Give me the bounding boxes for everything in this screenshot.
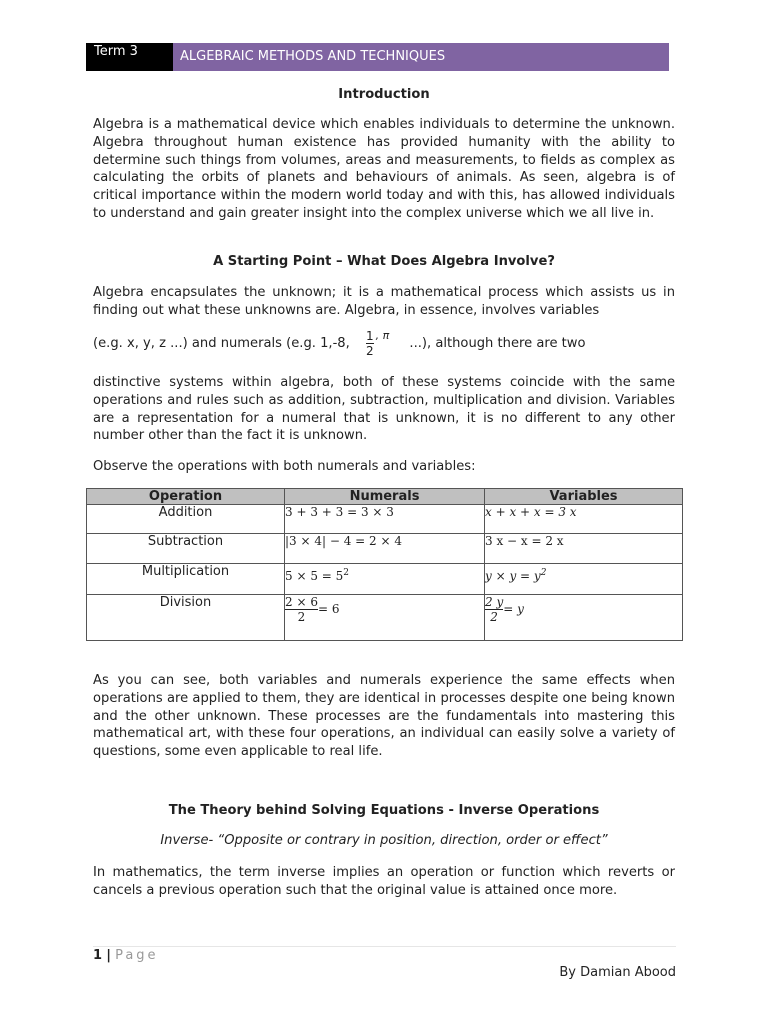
- variable-subtraction: 3 x − x = 2 x: [485, 534, 683, 564]
- footer-divider: [93, 946, 676, 947]
- section-heading-starting-point: A Starting Point – What Does Algebra Involve?: [213, 254, 555, 269]
- table-header-row: [87, 489, 683, 505]
- numeral-division: $\frac{2 \times 6}{2}$ = 6: [285, 595, 485, 641]
- numerals-example-line: [93, 327, 675, 358]
- numerals-example-end: ...), although there are two: [409, 336, 586, 351]
- numerals-example-start: (e.g. x, y, z ...) and numerals (e.g. 1,-8,: [93, 336, 350, 351]
- inverse-paragraph: In mathematics, the term inverse implies an operation or function which reverts or cancels a previous operation such that the original value is attained once more.: [93, 865, 675, 898]
- variable-division: $\frac{2 y}{2}$ = y: [485, 595, 683, 641]
- author-credit: By Damian Abood: [559, 965, 676, 980]
- header-operation: Operation: [87, 489, 285, 505]
- table-row: [87, 534, 683, 564]
- header-numerals: Numerals: [285, 489, 485, 505]
- variable-addition: x + x + x = 3 x: [485, 505, 683, 534]
- page-number: 1 | Page: [93, 948, 159, 963]
- table-row: [87, 564, 683, 595]
- operations-table: [86, 488, 683, 641]
- intro-paragraph: Algebra is a mathematical device which enables individuals to determine the unknown. Algebra throughout human existence has provided humanity with the ability to determine such things from volumes, areas and measurements, to fields as complex as calculating the orbits of planets and behaviours of animals. As seen, algebra is of critical importance within the modern world today and with this, has allowed individuals to understand and gain greater insight into the complex universe which we all live in.: [93, 117, 675, 221]
- variable-multiplication: $y \times y = y^2$: [485, 564, 683, 595]
- numeral-multiplication: $5 \times 5 = 5^2$: [285, 564, 485, 595]
- intro-heading: Introduction: [338, 87, 430, 102]
- table-row: [87, 505, 683, 534]
- op-multiplication: Multiplication: [87, 564, 285, 595]
- numeral-addition: 3 + 3 + 3 = 3 × 3: [285, 505, 485, 534]
- variables-paragraph: Algebra encapsulates the unknown; it is a mathematical process which assists us in finding out what these unknowns are. Algebra, in essence, involves variables: [93, 285, 675, 318]
- numeral-subtraction: |3 × 4| − 4 = 2 × 4: [285, 534, 485, 564]
- term-label: Term 3: [86, 43, 173, 71]
- section-heading-inverse: The Theory behind Solving Equations - Inverse Operations: [168, 803, 600, 818]
- header-variables: Variables: [485, 489, 683, 505]
- document-title-banner: ALGEBRAIC METHODS AND TECHNIQUES: [173, 43, 669, 71]
- systems-paragraph: distinctive systems within algebra, both of these systems coincide with the same operations and rules such as addition, subtraction, multiplication and division. Variables are a representation for a numeral that is unknown, it is no different to any other number other than the fact it is unknown.: [93, 375, 675, 444]
- half-fraction: $\frac{1}{2}$: [365, 329, 374, 358]
- observe-text: Observe the operations with both numerals and variables:: [93, 459, 476, 474]
- op-subtraction: Subtraction: [87, 534, 285, 564]
- after-table-paragraph: As you can see, both variables and numerals experience the same effects when operations are applied to them, they are identical in processes despite one being known and the other unknown. These processes are the fundamentals into mastering this mathematical art, with these four operations, an individual can easily solve a variety of questions, some even applicable to real life.: [93, 673, 675, 760]
- op-addition: Addition: [87, 505, 285, 534]
- inverse-definition-quote: Inverse- “Opposite or contrary in position, direction, order or effect”: [160, 833, 608, 848]
- pi-symbol: , π: [375, 329, 390, 342]
- op-division: Division: [87, 595, 285, 641]
- table-row: [87, 595, 683, 641]
